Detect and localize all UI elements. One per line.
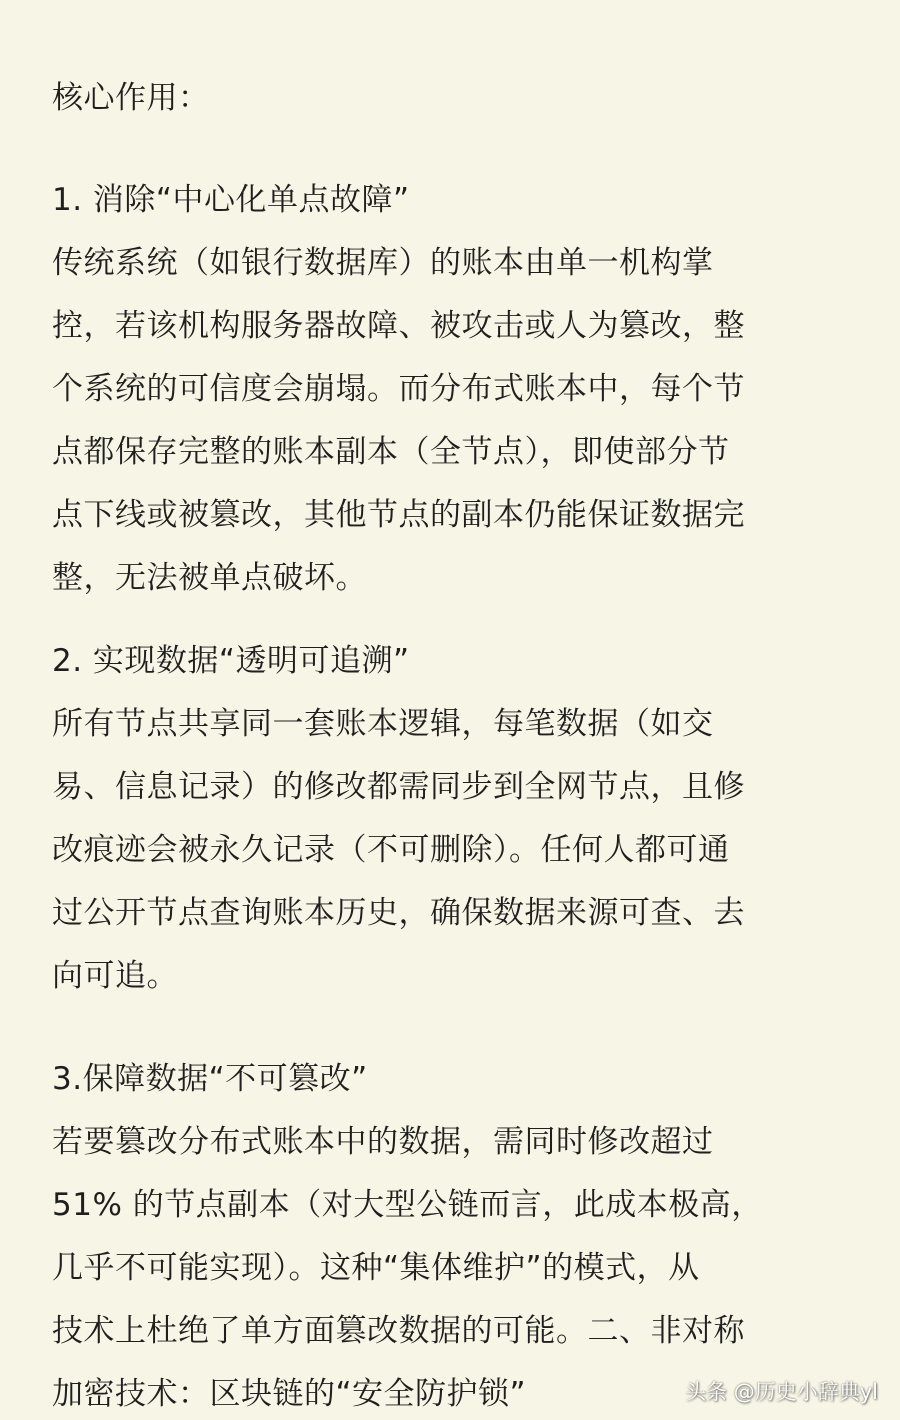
- section-1-line-4: 点都保存完整的账本副本（全节点），即使部分节: [52, 434, 730, 470]
- source-watermark: 头条 @历史小辞典yl: [685, 1380, 878, 1404]
- section-3-line-3: 几乎不可能实现）。这种“集体维护”的模式，从: [52, 1250, 700, 1286]
- section-2-title: 2. 实现数据“透明可追溯”: [52, 643, 410, 679]
- section-3-line-2: 51% 的节点副本（对大型公链而言，此成本极高，: [52, 1187, 763, 1223]
- section-2-line-4: 过公开节点查询账本历史，确保数据来源可查、去: [52, 895, 745, 931]
- section-1-line-6: 整，无法被单点破坏。: [52, 560, 367, 596]
- section-2-line-1: 所有节点共享同一套账本逻辑，每笔数据（如交: [52, 706, 714, 742]
- heading: 核心作用：: [52, 80, 210, 116]
- section-3-line-4: 技术上杜绝了单方面篡改数据的可能。二、非对称: [52, 1313, 745, 1349]
- section-2-line-3: 改痕迹会被永久记录（不可删除）。任何人都可通: [52, 832, 730, 868]
- section-3-title: 3.保障数据“不可篡改”: [52, 1061, 368, 1097]
- section-2-line-5: 向可追。: [52, 958, 178, 994]
- section-1-title: 1. 消除“中心化单点故障”: [52, 182, 410, 218]
- section-3-line-1: 若要篡改分布式账本中的数据，需同时修改超过: [52, 1124, 714, 1160]
- section-1-line-2: 控，若该机构服务器故障、被攻击或人为篡改，整: [52, 308, 745, 344]
- section-1-line-3: 个系统的可信度会崩塌。而分布式账本中，每个节: [52, 371, 745, 407]
- section-1-line-5: 点下线或被篡改，其他节点的副本仍能保证数据完: [52, 497, 745, 533]
- section-2-line-2: 易、信息记录）的修改都需同步到全网节点，且修: [52, 769, 745, 805]
- section-3-line-5: 加密技术：区块链的“安全防护锁”: [52, 1376, 527, 1412]
- section-1-line-1: 传统系统（如银行数据库）的账本由单一机构掌: [52, 245, 714, 281]
